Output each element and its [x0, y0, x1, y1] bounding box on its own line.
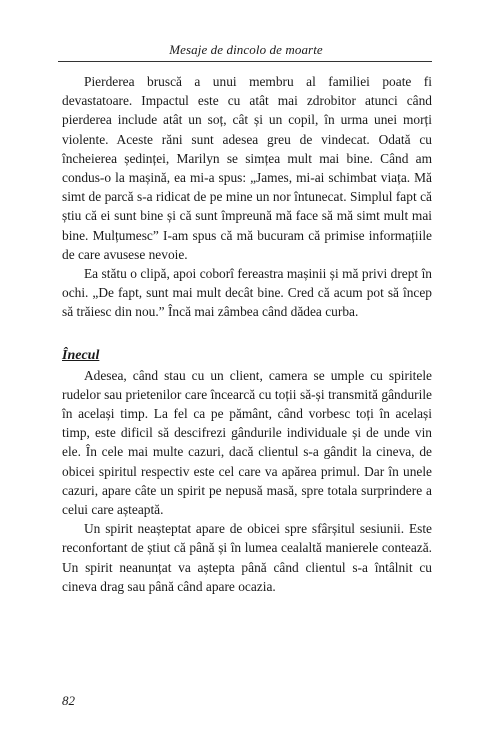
- running-header: Mesaje de dincolo de moarte: [169, 42, 323, 57]
- header-rule: [58, 61, 432, 62]
- paragraph-sudden-loss: Pierderea bruscă a unui membru al familiei poate fi devastatoare. Impactul este cu atât mai zdrobitor atunci când pierderea include atât un soț, cât și un copil, în urma unei morți violente. Aceste răni sunt adesea greu de vindecat. Odată cu încheierea ședinței, Marilyn se simțea mult mai bine. Când am condus-o la mașină, ea mi-a spus: „James, mi-ai schimbat viața. Mă simt de parcă s-a ridicat de pe mine un nor întunecat. Simplul fapt că știu că ei sunt bine și că sunt împreună mă face să mă simt mult mai bine. Mulțumesc” I-am spus că mă bucuram că primise informațiile de care avusese nevoie.: [62, 74, 432, 262]
- body-text: [62, 72, 432, 596]
- paragraph-car-window: Ea stătu o clipă, apoi coborî fereastra mașinii și mă privi drept în ochi. „De fapt, sunt mai mult decât bine. Cred că acum pot să încep să trăiesc din nou.” Încă mai zâmbea când dădea curba.: [62, 266, 432, 320]
- paragraph-unexpected-spirit: Un spirit neașteptat apare de obicei spre sfârșitul sesiunii. Este reconfortant de știut că până și în lumea cealaltă manierele contează. Un spirit neanunțat va aștepta până când clientul s-a întâlnit cu cineva drag sau până când apare ocazia.: [62, 521, 432, 594]
- paragraph-spirits-room: Adesea, când stau cu un client, camera se umple cu spiritele rudelor sau prietenilor care încearcă cu toții să-și transmită gândurile în același timp. La fel ca pe pământ, când vorbesc toți în același timp, este dificil să descifrezi gândurile individuale și de unde vin ele. În cele mai multe cazuri, dacă clientul s-a gândit la cineva, de obicei spiritul respectiv este cel care va apărea primul. Dar în unele cazuri, apare câte un spirit pe nepusă masă, spre totala surprindere a celui care așteaptă.: [62, 367, 432, 518]
- section-title: Înecul: [62, 347, 100, 363]
- page-number: 82: [62, 693, 75, 708]
